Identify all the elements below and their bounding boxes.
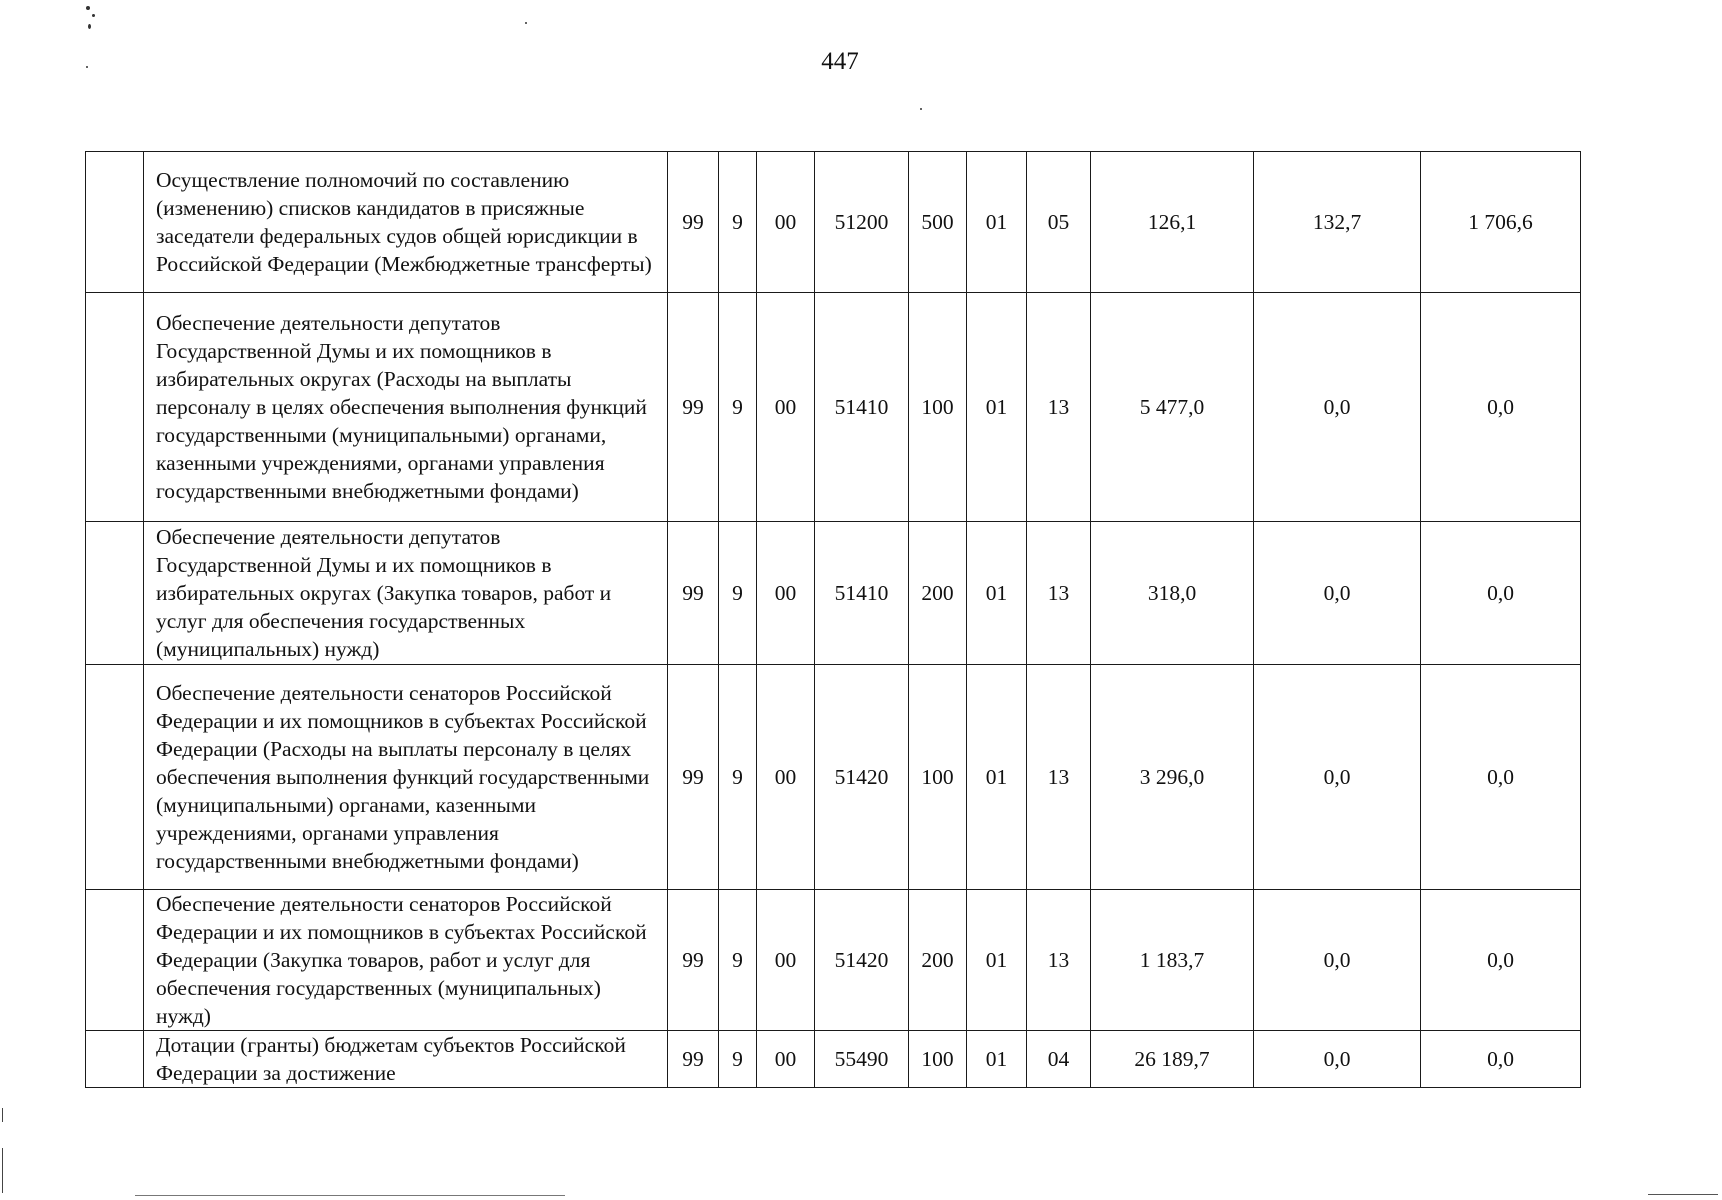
scan-speck xyxy=(525,22,527,24)
scan-edge-line xyxy=(2,1108,3,1122)
scan-bottom-line xyxy=(135,1195,565,1196)
code-cell: 9 xyxy=(719,293,757,522)
page-number: 447 xyxy=(821,48,859,75)
code-cell: 99 xyxy=(668,522,719,665)
code-cell: 55490 xyxy=(815,1031,909,1088)
table-row xyxy=(86,152,1581,293)
amount-cell: 1 706,6 xyxy=(1421,152,1581,293)
code-cell: 99 xyxy=(668,890,719,1031)
code-cell: 01 xyxy=(967,1031,1027,1088)
code-cell: 99 xyxy=(668,665,719,890)
code-cell: 51200 xyxy=(815,152,909,293)
code-cell: 99 xyxy=(668,152,719,293)
code-cell: 9 xyxy=(719,1031,757,1088)
code-cell: 500 xyxy=(909,152,967,293)
code-cell: 100 xyxy=(909,1031,967,1088)
code-cell: 00 xyxy=(757,293,815,522)
code-cell: 200 xyxy=(909,522,967,665)
code-cell: 100 xyxy=(909,293,967,522)
description-cell: Обеспечение деятельности сенаторов Российской Федерации и их помощников в субъектах Российской Федерации (Расходы на выплаты персоналу в целях обеспечения выполнения функций государственными (муниципальными) органами, казенными учреждениями, органами управления государственными внебюджетными фондами) xyxy=(144,665,668,890)
description-cell: Дотации (гранты) бюджетам субъектов Российской Федерации за достижение xyxy=(144,1031,668,1088)
code-cell: 04 xyxy=(1027,1031,1091,1088)
code-cell: 13 xyxy=(1027,293,1091,522)
row-number-cell xyxy=(86,1031,144,1088)
amount-cell: 0,0 xyxy=(1421,1031,1581,1088)
code-cell: 51410 xyxy=(815,293,909,522)
code-cell: 13 xyxy=(1027,890,1091,1031)
code-cell: 51410 xyxy=(815,522,909,665)
code-cell: 9 xyxy=(719,522,757,665)
amount-cell: 126,1 xyxy=(1091,152,1254,293)
amount-cell: 0,0 xyxy=(1254,293,1421,522)
amount-cell: 0,0 xyxy=(1254,1031,1421,1088)
amount-cell: 26 189,7 xyxy=(1091,1031,1254,1088)
scan-speck xyxy=(92,14,95,17)
amount-cell: 1 183,7 xyxy=(1091,890,1254,1031)
amount-cell: 132,7 xyxy=(1254,152,1421,293)
code-cell: 9 xyxy=(719,890,757,1031)
code-cell: 9 xyxy=(719,665,757,890)
code-cell: 05 xyxy=(1027,152,1091,293)
table-row xyxy=(86,522,1581,665)
amount-cell: 318,0 xyxy=(1091,522,1254,665)
amount-cell: 0,0 xyxy=(1254,665,1421,890)
amount-cell: 0,0 xyxy=(1421,890,1581,1031)
code-cell: 13 xyxy=(1027,665,1091,890)
description-cell: Обеспечение деятельности депутатов Государственной Думы и их помощников в избирательных округах (Расходы на выплаты персоналу в целях обеспечения выполнения функций государственными (муниципальными) органами, казенными учреждениями, органами управления государственными внебюджетными фондами) xyxy=(144,293,668,522)
code-cell: 01 xyxy=(967,293,1027,522)
code-cell: 00 xyxy=(757,1031,815,1088)
scan-speck xyxy=(86,6,90,10)
row-number-cell xyxy=(86,890,144,1031)
code-cell: 9 xyxy=(719,152,757,293)
row-number-cell xyxy=(86,665,144,890)
code-cell: 51420 xyxy=(815,890,909,1031)
code-cell: 200 xyxy=(909,890,967,1031)
amount-cell: 0,0 xyxy=(1421,665,1581,890)
code-cell: 01 xyxy=(967,152,1027,293)
code-cell: 00 xyxy=(757,665,815,890)
scan-edge-line xyxy=(2,1148,3,1193)
table-row xyxy=(86,665,1581,890)
code-cell: 99 xyxy=(668,1031,719,1088)
code-cell: 00 xyxy=(757,522,815,665)
table-row xyxy=(86,890,1581,1031)
row-number-cell xyxy=(86,152,144,293)
code-cell: 00 xyxy=(757,152,815,293)
description-cell: Обеспечение деятельности сенаторов Российской Федерации и их помощников в субъектах Российской Федерации (Закупка товаров, работ и услуг для обеспечения государственных (муниципальных) нужд) xyxy=(144,890,668,1031)
scan-speck xyxy=(86,66,88,68)
code-cell: 01 xyxy=(967,522,1027,665)
scan-bottom-line xyxy=(1648,1194,1718,1195)
amount-cell: 0,0 xyxy=(1254,522,1421,665)
row-number-cell xyxy=(86,522,144,665)
code-cell: 100 xyxy=(909,665,967,890)
amount-cell: 3 296,0 xyxy=(1091,665,1254,890)
scan-speck xyxy=(920,108,922,110)
scan-speck xyxy=(88,24,91,29)
description-cell: Обеспечение деятельности депутатов Государственной Думы и их помощников в избирательных округах (Закупка товаров, работ и услуг для обеспечения государственных (муниципальных) нужд) xyxy=(144,522,668,665)
table-row xyxy=(86,1031,1581,1088)
code-cell: 99 xyxy=(668,293,719,522)
amount-cell: 0,0 xyxy=(1254,890,1421,1031)
amount-cell: 0,0 xyxy=(1421,293,1581,522)
description-cell: Осуществление полномочий по составлению (изменению) списков кандидатов в присяжные заседатели федеральных судов общей юрисдикции в Российской Федерации (Межбюджетные трансферты) xyxy=(144,152,668,293)
amount-cell: 0,0 xyxy=(1421,522,1581,665)
amount-cell: 5 477,0 xyxy=(1091,293,1254,522)
table-row xyxy=(86,293,1581,522)
row-number-cell xyxy=(86,293,144,522)
code-cell: 00 xyxy=(757,890,815,1031)
code-cell: 51420 xyxy=(815,665,909,890)
code-cell: 01 xyxy=(967,665,1027,890)
code-cell: 01 xyxy=(967,890,1027,1031)
code-cell: 13 xyxy=(1027,522,1091,665)
budget-table xyxy=(85,151,1581,1088)
